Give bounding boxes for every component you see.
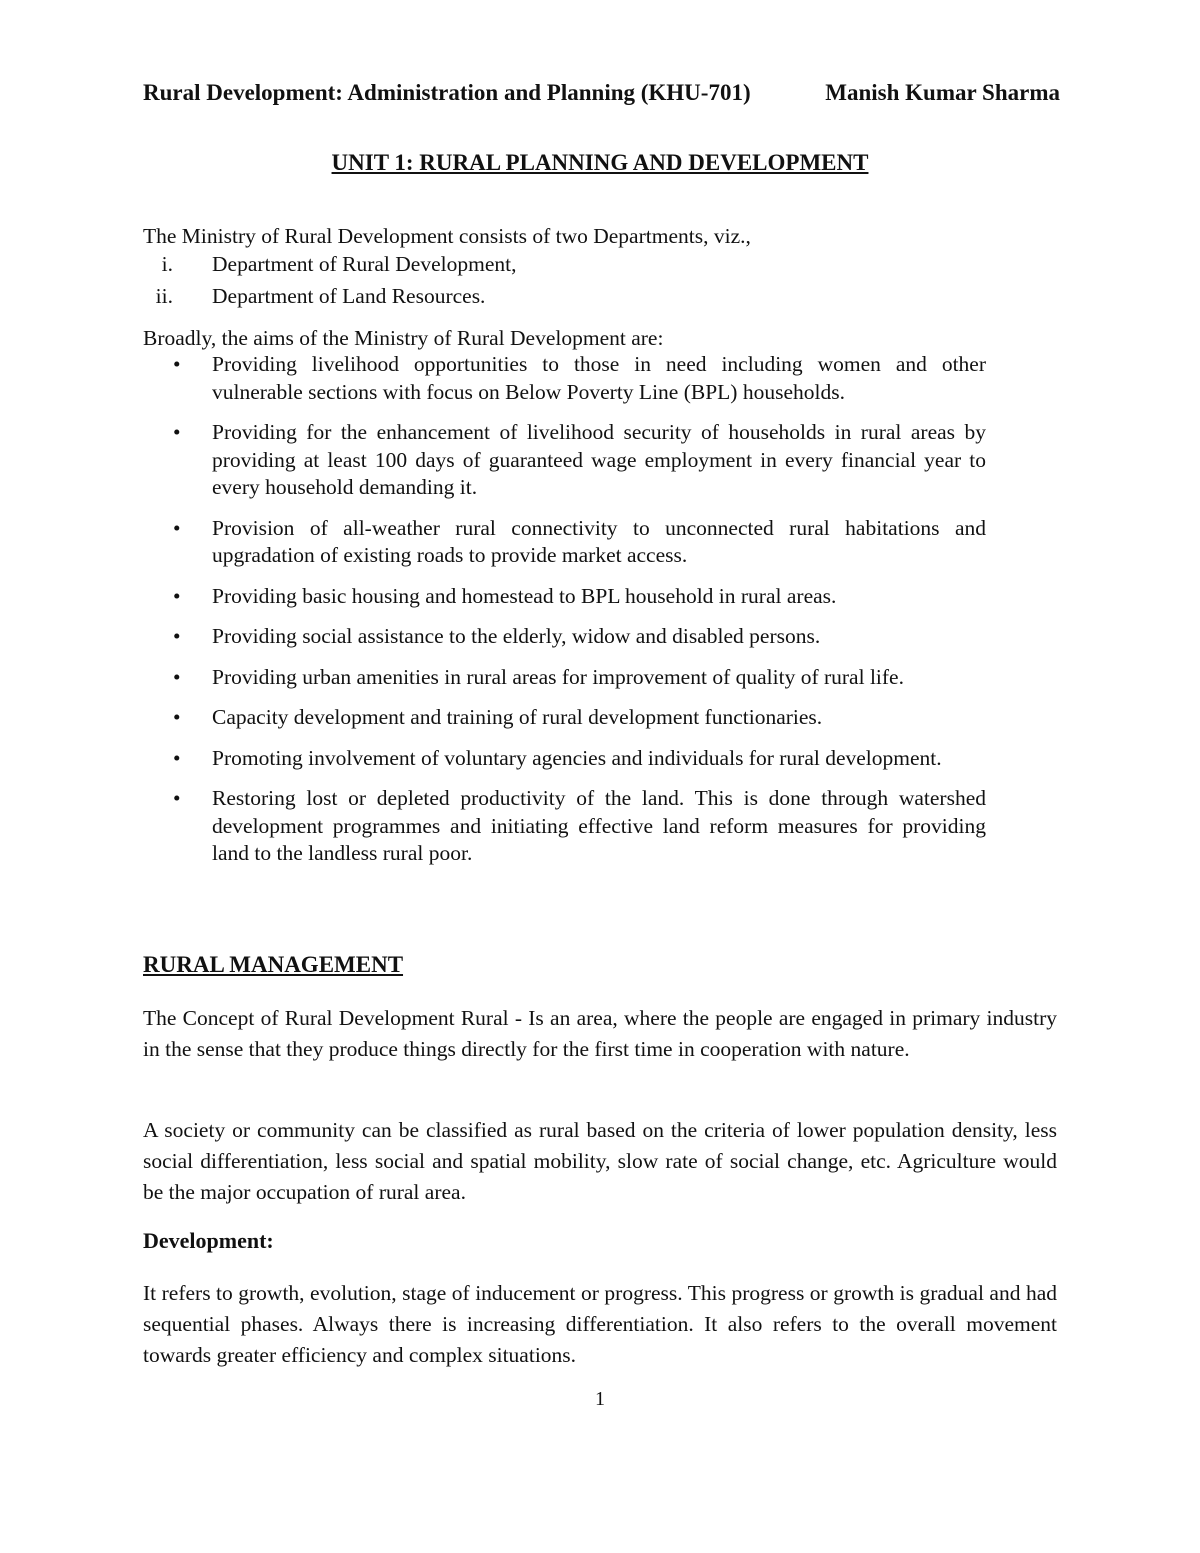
unit-title: UNIT 1: RURAL PLANNING AND DEVELOPMENT [331,150,869,175]
list-item-text: Promoting involvement of voluntary agencies and individuals for rural development. [212,745,942,770]
list-item [143,250,1043,282]
departments-list [143,250,1043,314]
list-item [143,704,986,732]
bullet-icon: • [173,583,181,608]
author-name: Manish Kumar Sharma [825,80,1060,105]
list-item [143,623,986,651]
list-item-text: Provision of all-weather rural connectivity to unconnected rural habitations and upgradation of existing roads to provide market access. [212,515,986,567]
list-item-text: Restoring lost or depleted productivity of the land. This is done through watershed development programmes and initiating effective land reform measures for providing land to the landless rural poor. [212,786,986,865]
list-item [143,583,986,611]
list-item-text: Providing urban amenities in rural areas for improvement of quality of rural life. [212,664,904,689]
list-item [143,745,986,773]
list-item [143,785,986,868]
bullet-icon: • [173,420,181,444]
bullet-icon: • [173,515,181,540]
bullet-icon: • [173,705,181,729]
list-item [143,515,986,570]
aims-intro: Broadly, the aims of the Ministry of Rural Development are: [143,326,664,350]
bullet-icon: • [173,664,181,689]
bullet-icon: • [173,786,181,810]
list-item [143,664,986,692]
section-heading-development: Development: [143,1228,274,1253]
rural-concept-paragraph: The Concept of Rural Development Rural - Is an area, where the people are engaged in primary industry in the sense that they produce things directly for the first time in cooperation with nature. [143,1006,1057,1061]
list-item-text: Capacity development and training of rural development functionaries. [212,705,823,729]
list-item-text: Providing social assistance to the elderly, widow and disabled persons. [212,624,821,648]
course-title: Rural Development: Administration and Planning (KHU-701) [143,80,751,105]
bullet-icon: • [173,624,181,648]
list-item-text: Providing for the enhancement of livelihood security of households in rural areas by providing at least 100 days of guaranteed wage employment in every financial year to every household demanding it. [212,420,986,499]
bullet-icon: • [173,745,181,770]
list-item-text: Providing basic housing and homestead to BPL household in rural areas. [212,583,837,608]
list-item-text: Department of Land Resources. [212,284,486,308]
list-item [143,419,986,502]
list-number: i. [161,252,173,276]
development-paragraph: It refers to growth, evolution, stage of inducement or progress. This progress or growth is gradual and had sequential phases. Always there is increasing differentiation. It also refers to the overall movement towards greater efficiency and complex situations. [143,1281,1057,1367]
intro-paragraph: The Ministry of Rural Development consists of two Departments, viz., [143,224,751,248]
section-heading-rural-management: RURAL MANAGEMENT [143,952,404,977]
list-item [143,282,1043,314]
bullet-icon: • [173,352,181,376]
list-item-text: Department of Rural Development, [212,252,517,276]
rural-criteria-paragraph: A society or community can be classified as rural based on the criteria of lower population density, less social differentiation, less social and spatial mobility, slow rate of social change, etc. Agriculture would be the major occupation of rural area. [143,1118,1057,1204]
page-number: 1 [595,1388,605,1410]
aims-list [143,351,986,881]
list-number: ii. [155,284,173,308]
list-item [143,351,986,406]
list-item-text: Providing livelihood opportunities to those in need including women and other vulnerable sections with focus on Below Poverty Line (BPL) households. [212,352,986,404]
